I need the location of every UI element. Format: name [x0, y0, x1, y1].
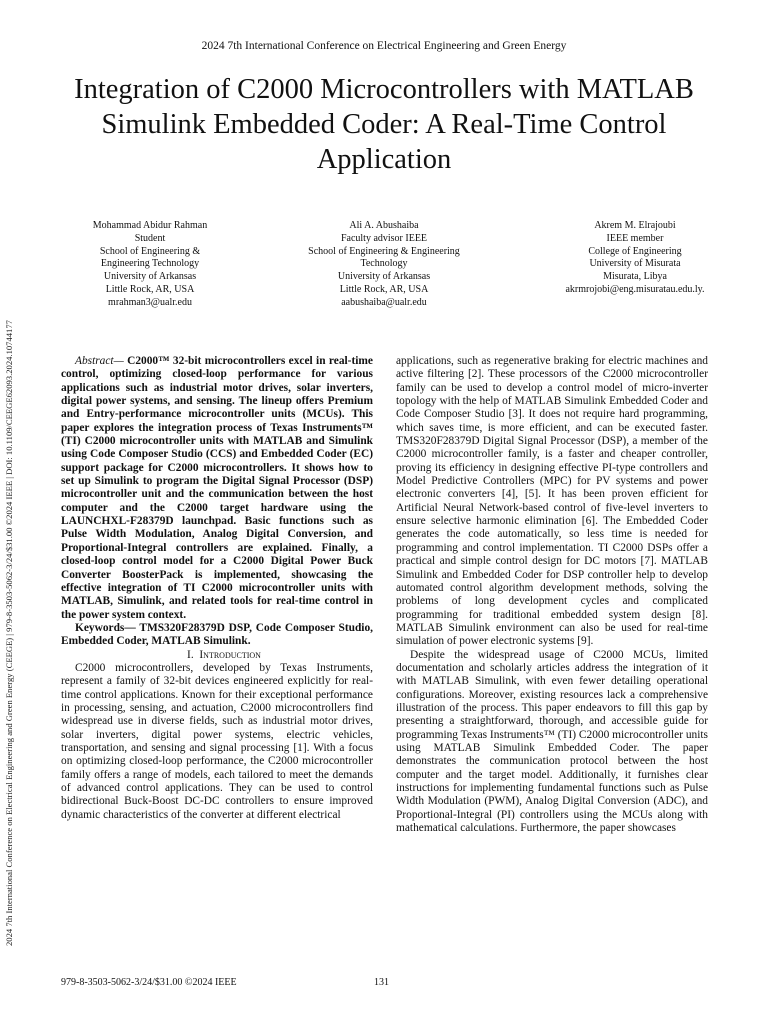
- author-dept: School of Engineering &: [99, 245, 201, 257]
- author-name: Mohammad Abidur Rahman: [92, 220, 208, 231]
- author-dept: Engineering Technology: [100, 258, 200, 270]
- abstract: [61, 355, 373, 622]
- right-column: [396, 355, 708, 835]
- paper-title: Integration of C2000 Microcontrollers with MATLAB Simulink Embedded Coder: A Real-Time Control Application: [74, 74, 694, 175]
- author-email: aabushaiba@ualr.edu: [341, 296, 427, 308]
- author-block-2: [292, 220, 476, 310]
- author-dept: School of Engineering & Engineering: [308, 245, 460, 257]
- author-location: Misurata, Libya: [603, 271, 667, 283]
- author-university: University of Arkansas: [337, 271, 431, 283]
- abstract-label: Abstract—: [75, 355, 124, 367]
- author-block-3: [540, 220, 730, 297]
- author-dept: College of Engineering: [588, 245, 682, 257]
- author-block-1: [58, 220, 242, 310]
- left-column: [61, 355, 373, 822]
- author-dept: Technology: [360, 258, 408, 270]
- author-name: Ali A. Abushaiba: [349, 220, 419, 231]
- author-role: Student: [134, 232, 166, 244]
- section-heading: [61, 649, 373, 662]
- author-email: akrmrojobi@eng.misuratau.edu.ly.: [565, 283, 705, 295]
- intro-continued-paragraph: applications, such as regenerative braking for electric machines and active filtering [2]. These processors of the C2000 microcontroller family can be used to develop a control model of micro-inverter topology with the help of MATLAB Simulink Embedded Coder and Code Composer Studio [3]. It does not require hard programming, which saves time, is more efficient, and can be executed faster. TMS320F28379D Digital Signal Processor (DSP), a member of the C2000 microcontroller family, is a faster and cheaper controller, proving its efficiency in designing effective PI-type controllers and Model Predictive Controllers (MPC) for PV systems and power electronic converters [4], [5]. It has been proven efficient for Artificial Neural Network-based control of five-level inverters to ensure selective harmonic elimination [6]. The Embedded Coder generates the code automatically, so less time is needed for programming and control implementation. TI C2000 DSPs offer a practical and simple control design for DC motors [7]. MATLAB Simulink and Embedded Coder for DSP controller help to develop automated control algorithm development methods, solving the problems of long development cycles and complicated programming for traditional embedded system design [8]. MATLAB Simulink environment can also be used for real-time simulation of power electronic systems [9].: [396, 355, 708, 648]
- author-location: Little Rock, AR, USA: [105, 283, 195, 295]
- author-university: University of Misurata: [589, 258, 681, 270]
- author-email: mrahman3@ualr.edu: [108, 296, 192, 308]
- section-title: Introduction: [199, 648, 261, 661]
- author-role: Faculty advisor IEEE: [340, 232, 428, 244]
- page-number: 131: [374, 977, 389, 988]
- abstract-text: C2000™ 32-bit microcontrollers excel in real-time control, optimizing closed-loop performance for various applications such as industrial motor drives, solar inverters, digital power systems, and sensing. The lineup offers Premium and Entry-performance microcontroller units (MCUs). This paper explores the integration process of Texas Instruments™ (TI) C2000 microcontroller units with MATLAB and Simulink using Code Composer Studio (CCS) and Embedded Coder (EC) support package for C2000 microcontrollers. It shows how to set up Simulink to program the Digital Signal Processor (DSP) microcontroller unit and the communication between the host computer and the C2000 target hardware using the LAUNCHXL-F28379D launchpad. Basic functions such as Pulse Width Modulation, Analog Digital Conversion, and Proportional-Integral controllers are explained. Finally, a closed-loop control model for a C2000 Digital Power Buck Converter BoosterPack is implemented, showcasing the effective integration of TI C2000 microcontroller units with MATLAB, Simulink, and related tools for real-time control in the power system context.: [61, 355, 373, 621]
- author-location: Little Rock, AR, USA: [339, 283, 429, 295]
- conference-header: 2024 7th International Conference on Electrical Engineering and Green Energy: [201, 40, 567, 52]
- author-university: University of Arkansas: [103, 271, 197, 283]
- author-role: IEEE member: [606, 232, 664, 244]
- footer-isbn: 979-8-3503-5062-3/24/$31.00 ©2024 IEEE: [61, 977, 237, 988]
- section-number: I.: [187, 648, 194, 661]
- intro-paragraph-2: Despite the widespread usage of C2000 MCUs, limited documentation and scholarly articles address the integration of it with MATLAB Simulink, with even fewer detailing operational configurations. Moreover, existing resources lack a comprehensive illustration of the process. This paper endeavors to fill this gap by presenting a straightforward, thorough, and accessible guide for programming Texas Instruments™ (TI) C2000 microcontroller units using MATLAB Simulink Embedded Coder. The paper demonstrates the communication protocol between the host computer and the target model. Additionally, it furnishes clear instructions for implementing fundamental functions such as Pulse Width Modulation (PWM), Analog Digital Conversion (ADC), and Proportional-Integral (PI) controllers using the MCUs along with mathematical calculations. Furthermore, the paper showcases: [396, 648, 708, 835]
- author-name: Akrem M. Elrajoubi: [594, 220, 676, 231]
- keywords: Keywords— TMS320F28379D DSP, Code Composer Studio, Embedded Coder, MATLAB Simulink.: [61, 621, 373, 648]
- intro-paragraph: C2000 microcontrollers, developed by Texas Instruments, represent a family of 32-bit devices engineered explicitly for real-time control applications. Known for their exceptional performance in processing, sensing, and actuation, C2000 microcontrollers find widespread use in diverse fields, such as industrial motor drives, solar inverters, digital power systems, electric vehicles, transportation, and sensing and signal processing [1]. With a focus on optimizing closed-loop performance, the C2000 microcontroller family offers a range of models, each tailored to meet the demands of advanced control applications. They can be used to control bidirectional Buck-Boost DC-DC controllers to ensure improved dynamic characteristics of the converter at different electrical: [61, 661, 373, 821]
- side-doi-note: 2024 7th International Conference on Electrical Engineering and Green Energy (CEEGE) | 979-8-3503-5062-3/24/$31.00 ©2024 IEEE | DOI: 10.1109/CEEGE62093.2024.10744177: [4, 320, 14, 946]
